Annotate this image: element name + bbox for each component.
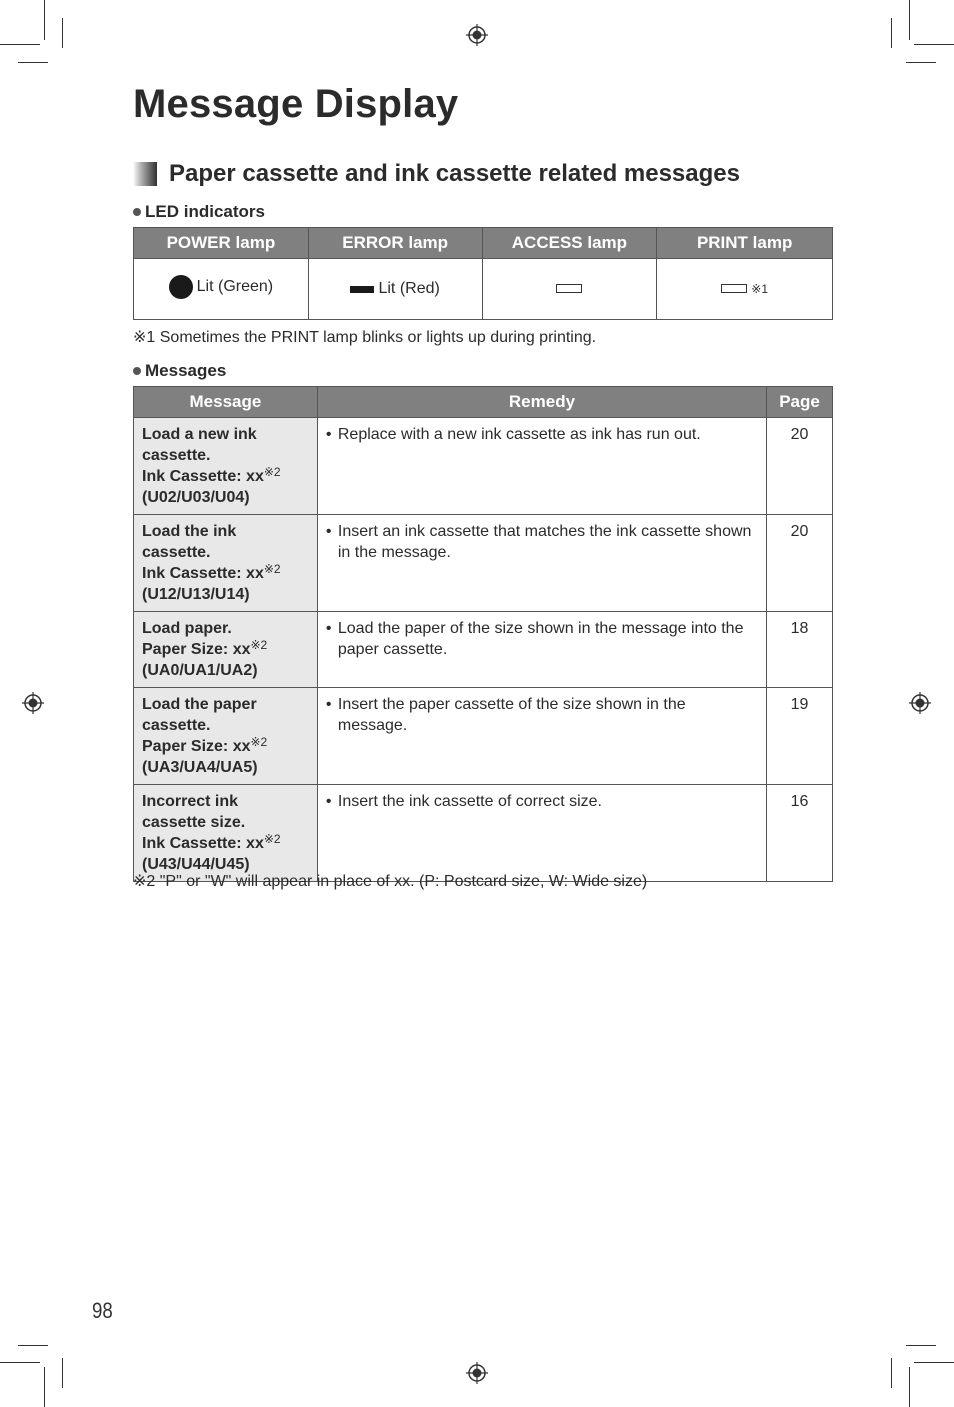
- remedy-text: Load the paper of the size shown in the message into the paper cassette.: [337, 620, 744, 658]
- lamp-off-icon: [721, 284, 747, 293]
- page-title: Message Display: [133, 82, 459, 126]
- footnote-ref: ※2: [250, 735, 268, 749]
- column-header: ACCESS lamp: [482, 228, 657, 259]
- access-lamp-cell: [482, 259, 657, 320]
- crop-mark: [62, 1358, 63, 1388]
- page-ref: 20: [767, 418, 833, 515]
- bullet-icon: •: [325, 523, 332, 540]
- messages-table-header: [134, 387, 833, 418]
- crop-mark: [909, 1367, 910, 1407]
- column-header: Remedy: [317, 387, 766, 418]
- registration-mark-icon: [466, 1362, 488, 1384]
- message-field: Ink Cassette: xx: [142, 565, 264, 582]
- message-line: cassette size.: [142, 814, 246, 831]
- message-field: Paper Size: xx: [142, 641, 251, 658]
- column-header: Message: [134, 387, 318, 418]
- remedy-cell: [317, 515, 766, 612]
- message-line: Incorrect ink: [142, 793, 239, 810]
- remedy-cell: [317, 785, 766, 882]
- column-header: Page: [767, 387, 833, 418]
- messages-heading-label: Messages: [145, 361, 227, 380]
- led-table: [133, 227, 833, 320]
- print-lamp-cell: [657, 259, 833, 320]
- error-lamp-state: Lit (Red): [378, 280, 440, 298]
- footnote-ref: ※2: [250, 638, 268, 652]
- crop-mark: [914, 1362, 954, 1363]
- crop-mark: [18, 62, 48, 63]
- crop-mark: [44, 0, 45, 40]
- message-line: cassette.: [142, 447, 211, 464]
- message-line: cassette.: [142, 544, 211, 561]
- remedy-text: Insert the ink cassette of correct size.: [337, 793, 602, 810]
- message-cell: [134, 688, 318, 785]
- crop-mark: [18, 1345, 48, 1346]
- crop-mark: [914, 44, 954, 45]
- message-line: Load the ink: [142, 523, 237, 540]
- message-code: (UA3/UA4/UA5): [142, 759, 258, 776]
- error-lamp-cell: [308, 259, 482, 320]
- page-ref: 20: [767, 515, 833, 612]
- message-code: (UA0/UA1/UA2): [142, 662, 258, 679]
- crop-mark: [906, 1345, 936, 1346]
- footnote-ref: ※2: [263, 832, 281, 846]
- message-line: [142, 833, 309, 854]
- footnote-ref: ※2: [263, 465, 281, 479]
- led-table-header: [134, 228, 833, 259]
- message-line: [142, 563, 309, 584]
- footnote-ref: ※1: [751, 281, 768, 296]
- crop-mark: [909, 0, 910, 40]
- messages-footnote: ※2 "P" or "W" will appear in place of xx. (P: Postcard size, W: Wide size): [133, 873, 648, 890]
- message-line: [142, 466, 309, 487]
- message-line: Load a new ink: [142, 426, 257, 443]
- message-field: Ink Cassette: xx: [142, 835, 264, 852]
- message-line: Load the paper: [142, 696, 257, 713]
- led-heading: [133, 202, 265, 222]
- page-ref: 19: [767, 688, 833, 785]
- message-field: Ink Cassette: xx: [142, 468, 264, 485]
- table-row: [134, 418, 833, 515]
- remedy-text: Insert an ink cassette that matches the ink cassette shown in the message.: [337, 523, 752, 561]
- crop-mark: [62, 18, 63, 48]
- page-ref: 18: [767, 612, 833, 688]
- table-row: [134, 688, 833, 785]
- registration-mark-icon: [22, 692, 44, 714]
- crop-mark: [0, 1362, 40, 1363]
- table-row: [134, 785, 833, 882]
- table-row: [134, 515, 833, 612]
- crop-mark: [891, 1358, 892, 1388]
- message-line: Load paper.: [142, 620, 232, 637]
- section-title: Paper cassette and ink cassette related messages: [169, 160, 740, 187]
- led-footnote: ※1 Sometimes the PRINT lamp blinks or lights up during printing.: [133, 329, 597, 346]
- registration-mark-icon: [466, 24, 488, 46]
- column-header: ERROR lamp: [308, 228, 482, 259]
- column-header: PRINT lamp: [657, 228, 833, 259]
- bullet-icon: •: [325, 793, 332, 810]
- message-cell: [134, 612, 318, 688]
- message-cell: [134, 418, 318, 515]
- led-table-row: [134, 259, 833, 320]
- column-header: POWER lamp: [134, 228, 309, 259]
- message-field: Paper Size: xx: [142, 738, 251, 755]
- message-line: [142, 639, 309, 660]
- power-lamp-state: Lit (Green): [196, 277, 274, 295]
- remedy-text: Replace with a new ink cassette as ink has run out.: [337, 426, 701, 443]
- crop-mark: [44, 1367, 45, 1407]
- crop-mark: [906, 62, 936, 63]
- message-line: [142, 736, 309, 757]
- remedy-text: Insert the paper cassette of the size shown in the message.: [337, 696, 686, 734]
- bullet-icon: •: [325, 426, 332, 443]
- messages-table: [133, 386, 833, 882]
- section-marker-icon: [133, 162, 157, 186]
- page-ref: 16: [767, 785, 833, 882]
- message-code: (U12/U13/U14): [142, 586, 250, 603]
- lamp-lit-bar-icon: [350, 286, 374, 293]
- bullet-icon: [133, 367, 141, 375]
- bullet-icon: •: [325, 696, 332, 713]
- bullet-icon: •: [325, 620, 332, 637]
- table-row: [134, 612, 833, 688]
- message-line: cassette.: [142, 717, 211, 734]
- led-heading-label: LED indicators: [145, 202, 265, 221]
- messages-heading: [133, 361, 226, 381]
- crop-mark: [891, 18, 892, 48]
- crop-mark: [0, 44, 40, 45]
- power-lamp-cell: [134, 259, 309, 320]
- message-cell: [134, 515, 318, 612]
- registration-mark-icon: [909, 692, 931, 714]
- remedy-cell: [317, 612, 766, 688]
- remedy-cell: [317, 418, 766, 515]
- page-number: 98: [92, 1298, 113, 1323]
- lamp-off-icon: [556, 284, 582, 293]
- footnote-ref: ※2: [263, 562, 281, 576]
- message-cell: [134, 785, 318, 882]
- message-code: (U02/U03/U04): [142, 489, 250, 506]
- bullet-icon: [133, 208, 141, 216]
- lamp-lit-icon: [169, 275, 193, 299]
- message-code: (U43/U44/U45): [142, 856, 250, 873]
- remedy-cell: [317, 688, 766, 785]
- section-heading: [133, 160, 740, 188]
